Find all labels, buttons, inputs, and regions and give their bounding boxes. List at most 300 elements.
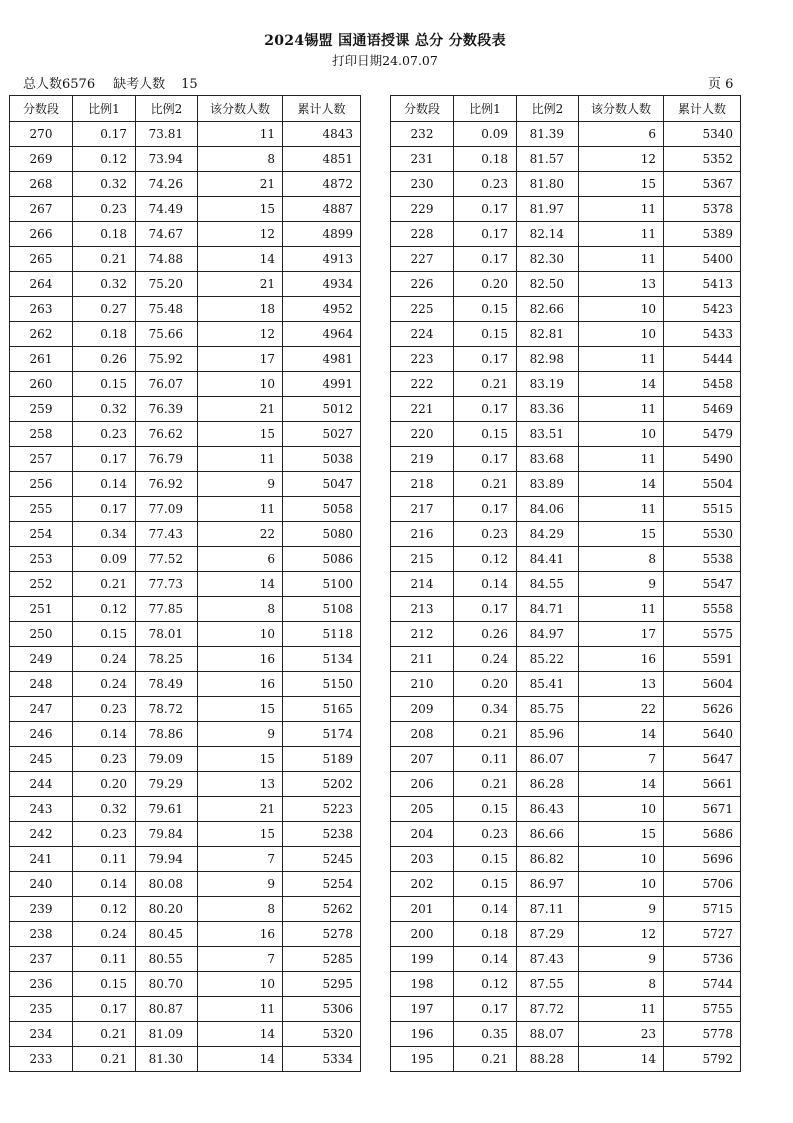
cell-ratio1: 0.17 (73, 997, 136, 1022)
cell-ratio2: 76.62 (136, 422, 198, 447)
cell-ratio1: 0.17 (73, 447, 136, 472)
cell-score: 220 (391, 422, 454, 447)
cell-ratio1: 0.21 (73, 1047, 136, 1072)
header-ratio2: 比例2 (136, 96, 198, 122)
cell-ratio1: 0.23 (73, 697, 136, 722)
cell-ratio2: 75.20 (136, 272, 198, 297)
cell-ratio1: 0.12 (454, 547, 517, 572)
cell-ratio2: 80.87 (136, 997, 198, 1022)
table-row (391, 547, 741, 572)
cell-ratio2: 75.92 (136, 347, 198, 372)
cell-count: 9 (579, 947, 664, 972)
cell-count: 21 (198, 272, 283, 297)
cell-ratio1: 0.11 (454, 747, 517, 772)
cell-score: 226 (391, 272, 454, 297)
cell-ratio1: 0.15 (73, 972, 136, 997)
cell-ratio2: 75.66 (136, 322, 198, 347)
cell-score: 267 (10, 197, 73, 222)
cell-score: 208 (391, 722, 454, 747)
cell-score: 227 (391, 247, 454, 272)
table-row (391, 1022, 741, 1047)
cell-count: 11 (579, 347, 664, 372)
cell-score: 256 (10, 472, 73, 497)
cell-count: 21 (198, 797, 283, 822)
table-row (10, 947, 361, 972)
table-row (391, 122, 741, 147)
cell-cumulative: 5134 (283, 647, 361, 672)
cell-ratio1: 0.20 (454, 272, 517, 297)
cell-ratio2: 79.29 (136, 772, 198, 797)
cell-count: 16 (198, 922, 283, 947)
cell-ratio2: 82.81 (517, 322, 579, 347)
cell-count: 11 (198, 997, 283, 1022)
cell-score: 253 (10, 547, 73, 572)
table-row (10, 1022, 361, 1047)
table-row (391, 497, 741, 522)
cell-cumulative: 5792 (664, 1047, 741, 1072)
cell-ratio1: 0.12 (73, 597, 136, 622)
cell-ratio1: 0.20 (454, 672, 517, 697)
cell-score: 264 (10, 272, 73, 297)
cell-ratio1: 0.32 (73, 797, 136, 822)
cell-cumulative: 5285 (283, 947, 361, 972)
cell-cumulative: 5047 (283, 472, 361, 497)
table-row (10, 322, 361, 347)
cell-count: 10 (198, 372, 283, 397)
cell-cumulative: 5706 (664, 872, 741, 897)
cell-ratio2: 82.66 (517, 297, 579, 322)
cell-cumulative: 5591 (664, 647, 741, 672)
table-row (391, 397, 741, 422)
cell-score: 245 (10, 747, 73, 772)
table-row (391, 697, 741, 722)
table-row (10, 572, 361, 597)
cell-count: 15 (198, 422, 283, 447)
cell-score: 212 (391, 622, 454, 647)
cell-count: 10 (579, 422, 664, 447)
cell-cumulative: 4887 (283, 197, 361, 222)
cell-cumulative: 5320 (283, 1022, 361, 1047)
cell-count: 6 (198, 547, 283, 572)
cell-count: 8 (198, 147, 283, 172)
table-row (391, 372, 741, 397)
cell-cumulative: 5352 (664, 147, 741, 172)
table-row (10, 297, 361, 322)
cell-ratio2: 74.26 (136, 172, 198, 197)
cell-ratio1: 0.24 (73, 647, 136, 672)
cell-ratio2: 87.29 (517, 922, 579, 947)
cell-ratio1: 0.17 (73, 497, 136, 522)
cell-count: 14 (579, 772, 664, 797)
table-row (10, 672, 361, 697)
table-row (391, 572, 741, 597)
cell-count: 11 (198, 447, 283, 472)
cell-ratio1: 0.17 (454, 597, 517, 622)
header-count: 该分数人数 (579, 96, 664, 122)
cell-cumulative: 4981 (283, 347, 361, 372)
cell-ratio1: 0.17 (454, 447, 517, 472)
cell-ratio2: 77.73 (136, 572, 198, 597)
cell-ratio2: 82.14 (517, 222, 579, 247)
cell-count: 11 (579, 197, 664, 222)
cell-ratio1: 0.24 (73, 922, 136, 947)
cell-cumulative: 5174 (283, 722, 361, 747)
table-row (391, 897, 741, 922)
cell-score: 254 (10, 522, 73, 547)
cell-score: 222 (391, 372, 454, 397)
cell-cumulative: 5295 (283, 972, 361, 997)
cell-count: 13 (579, 672, 664, 697)
header-count: 该分数人数 (198, 96, 283, 122)
cell-count: 12 (198, 222, 283, 247)
cell-score: 266 (10, 222, 73, 247)
cell-ratio2: 87.11 (517, 897, 579, 922)
cell-ratio1: 0.15 (454, 297, 517, 322)
cell-cumulative: 5469 (664, 397, 741, 422)
table-row (391, 772, 741, 797)
table-row (391, 622, 741, 647)
cell-count: 15 (579, 172, 664, 197)
cell-ratio2: 78.25 (136, 647, 198, 672)
cell-score: 221 (391, 397, 454, 422)
cell-cumulative: 5686 (664, 822, 741, 847)
cell-ratio2: 77.43 (136, 522, 198, 547)
cell-ratio1: 0.21 (73, 1022, 136, 1047)
cell-ratio1: 0.23 (73, 197, 136, 222)
table-row (10, 247, 361, 272)
cell-count: 8 (579, 972, 664, 997)
cell-score: 216 (391, 522, 454, 547)
cell-ratio2: 84.41 (517, 547, 579, 572)
cell-ratio1: 0.21 (73, 247, 136, 272)
cell-count: 9 (198, 472, 283, 497)
absent-count: 15 (181, 77, 198, 92)
cell-score: 199 (391, 947, 454, 972)
cell-count: 8 (579, 547, 664, 572)
cell-score: 262 (10, 322, 73, 347)
cell-cumulative: 5165 (283, 697, 361, 722)
cell-count: 15 (198, 747, 283, 772)
cell-ratio1: 0.21 (454, 472, 517, 497)
cell-count: 14 (579, 1047, 664, 1072)
cell-cumulative: 5736 (664, 947, 741, 972)
cell-count: 15 (198, 197, 283, 222)
cell-ratio2: 81.30 (136, 1047, 198, 1072)
table-row (391, 947, 741, 972)
cell-ratio2: 82.30 (517, 247, 579, 272)
cell-count: 16 (579, 647, 664, 672)
cell-count: 10 (579, 322, 664, 347)
cell-score: 223 (391, 347, 454, 372)
cell-count: 6 (579, 122, 664, 147)
table-row (391, 147, 741, 172)
cell-ratio1: 0.34 (73, 522, 136, 547)
cell-ratio2: 87.55 (517, 972, 579, 997)
cell-ratio1: 0.17 (454, 397, 517, 422)
cell-count: 11 (579, 447, 664, 472)
cell-score: 270 (10, 122, 73, 147)
cell-ratio2: 76.07 (136, 372, 198, 397)
cell-cumulative: 4899 (283, 222, 361, 247)
cell-count: 10 (198, 972, 283, 997)
cell-count: 11 (198, 122, 283, 147)
cell-score: 236 (10, 972, 73, 997)
cell-cumulative: 5433 (664, 322, 741, 347)
cell-cumulative: 5058 (283, 497, 361, 522)
cell-ratio1: 0.09 (454, 122, 517, 147)
cell-ratio1: 0.34 (454, 697, 517, 722)
cell-ratio1: 0.32 (73, 172, 136, 197)
cell-cumulative: 5671 (664, 797, 741, 822)
cell-ratio1: 0.17 (454, 997, 517, 1022)
header-score: 分数段 (391, 96, 454, 122)
cell-ratio1: 0.17 (73, 122, 136, 147)
cell-count: 13 (198, 772, 283, 797)
cell-cumulative: 5547 (664, 572, 741, 597)
table-row (10, 747, 361, 772)
cell-cumulative: 5334 (283, 1047, 361, 1072)
cell-count: 11 (579, 497, 664, 522)
cell-score: 237 (10, 947, 73, 972)
cell-count: 10 (198, 622, 283, 647)
cell-ratio1: 0.11 (73, 947, 136, 972)
cell-ratio2: 85.22 (517, 647, 579, 672)
cell-ratio1: 0.15 (73, 372, 136, 397)
absent-label: 缺考人数 (113, 77, 166, 92)
cell-cumulative: 5661 (664, 772, 741, 797)
cell-ratio2: 80.55 (136, 947, 198, 972)
cell-score: 224 (391, 322, 454, 347)
cell-ratio2: 83.68 (517, 447, 579, 472)
cell-count: 15 (579, 522, 664, 547)
cell-score: 198 (391, 972, 454, 997)
cell-score: 207 (391, 747, 454, 772)
cell-score: 213 (391, 597, 454, 622)
header-cumulative: 累计人数 (664, 96, 741, 122)
cell-cumulative: 5423 (664, 297, 741, 322)
cell-count: 21 (198, 397, 283, 422)
cell-cumulative: 5413 (664, 272, 741, 297)
cell-score: 209 (391, 697, 454, 722)
cell-count: 11 (579, 222, 664, 247)
cell-ratio2: 87.72 (517, 997, 579, 1022)
cell-cumulative: 5118 (283, 622, 361, 647)
table-row (391, 822, 741, 847)
table-row (10, 147, 361, 172)
table-row (391, 872, 741, 897)
cell-score: 248 (10, 672, 73, 697)
cell-cumulative: 5254 (283, 872, 361, 897)
cell-count: 10 (579, 797, 664, 822)
cell-ratio2: 77.85 (136, 597, 198, 622)
cell-cumulative: 5458 (664, 372, 741, 397)
table-row (391, 722, 741, 747)
cell-score: 225 (391, 297, 454, 322)
cell-ratio2: 85.75 (517, 697, 579, 722)
cell-ratio2: 86.82 (517, 847, 579, 872)
cell-score: 259 (10, 397, 73, 422)
cell-ratio1: 0.20 (73, 772, 136, 797)
table-row (10, 972, 361, 997)
cell-ratio2: 86.97 (517, 872, 579, 897)
cell-score: 232 (391, 122, 454, 147)
score-table-right (390, 95, 741, 1072)
cell-ratio2: 83.36 (517, 397, 579, 422)
cell-cumulative: 5202 (283, 772, 361, 797)
cell-score: 268 (10, 172, 73, 197)
cell-cumulative: 5100 (283, 572, 361, 597)
cell-ratio2: 76.92 (136, 472, 198, 497)
cell-score: 229 (391, 197, 454, 222)
header-score: 分数段 (10, 96, 73, 122)
cell-count: 16 (198, 647, 283, 672)
table-row (10, 222, 361, 247)
cell-score: 252 (10, 572, 73, 597)
cell-count: 11 (579, 247, 664, 272)
cell-count: 23 (579, 1022, 664, 1047)
cell-cumulative: 5223 (283, 797, 361, 822)
table-row (10, 697, 361, 722)
table-row (391, 847, 741, 872)
page-number: 页 6 (708, 77, 734, 92)
cell-ratio1: 0.21 (454, 772, 517, 797)
table-header-row (10, 96, 361, 122)
table-row (391, 322, 741, 347)
cell-cumulative: 5778 (664, 1022, 741, 1047)
table-header-row (391, 96, 741, 122)
header-cumulative: 累计人数 (283, 96, 361, 122)
cell-ratio2: 79.84 (136, 822, 198, 847)
table-row (391, 297, 741, 322)
cell-cumulative: 5340 (664, 122, 741, 147)
table-row (10, 822, 361, 847)
cell-ratio2: 86.43 (517, 797, 579, 822)
cell-cumulative: 5108 (283, 597, 361, 622)
cell-ratio1: 0.26 (454, 622, 517, 647)
cell-cumulative: 5389 (664, 222, 741, 247)
table-row (391, 647, 741, 672)
cell-cumulative: 5238 (283, 822, 361, 847)
cell-ratio2: 77.52 (136, 547, 198, 572)
cell-ratio2: 78.86 (136, 722, 198, 747)
cell-count: 9 (198, 872, 283, 897)
cell-ratio1: 0.35 (454, 1022, 517, 1047)
cell-ratio1: 0.14 (454, 897, 517, 922)
cell-cumulative: 5027 (283, 422, 361, 447)
cell-ratio2: 79.94 (136, 847, 198, 872)
cell-score: 195 (391, 1047, 454, 1072)
cell-ratio1: 0.23 (73, 747, 136, 772)
cell-ratio1: 0.11 (73, 847, 136, 872)
cell-score: 260 (10, 372, 73, 397)
cell-cumulative: 4851 (283, 147, 361, 172)
cell-cumulative: 5367 (664, 172, 741, 197)
cell-ratio2: 84.97 (517, 622, 579, 647)
cell-ratio1: 0.17 (454, 222, 517, 247)
table-row (391, 447, 741, 472)
cell-score: 258 (10, 422, 73, 447)
table-row (10, 347, 361, 372)
cell-cumulative: 5479 (664, 422, 741, 447)
report-title: 2024锡盟 国通语授课 总分 分数段表 (264, 33, 506, 49)
cell-score: 228 (391, 222, 454, 247)
cell-score: 242 (10, 822, 73, 847)
cell-score: 206 (391, 772, 454, 797)
cell-score: 241 (10, 847, 73, 872)
cell-cumulative: 5575 (664, 622, 741, 647)
table-row (10, 522, 361, 547)
cell-ratio1: 0.15 (73, 622, 136, 647)
cell-cumulative: 5490 (664, 447, 741, 472)
cell-ratio1: 0.21 (454, 372, 517, 397)
cell-count: 12 (579, 922, 664, 947)
cell-cumulative: 5515 (664, 497, 741, 522)
cell-score: 230 (391, 172, 454, 197)
cell-score: 235 (10, 997, 73, 1022)
cell-ratio1: 0.18 (454, 922, 517, 947)
cell-ratio1: 0.21 (73, 572, 136, 597)
table-row (10, 447, 361, 472)
cell-ratio2: 86.28 (517, 772, 579, 797)
cell-count: 10 (579, 872, 664, 897)
cell-ratio1: 0.17 (454, 247, 517, 272)
cell-cumulative: 5400 (664, 247, 741, 272)
cell-ratio1: 0.32 (73, 272, 136, 297)
cell-ratio1: 0.17 (454, 197, 517, 222)
cell-score: 210 (391, 672, 454, 697)
cell-ratio2: 88.28 (517, 1047, 579, 1072)
cell-cumulative: 4934 (283, 272, 361, 297)
table-row (391, 422, 741, 447)
cell-score: 239 (10, 897, 73, 922)
cell-count: 11 (579, 597, 664, 622)
cell-ratio1: 0.23 (454, 522, 517, 547)
cell-cumulative: 5038 (283, 447, 361, 472)
cell-score: 200 (391, 922, 454, 947)
cell-score: 246 (10, 722, 73, 747)
cell-count: 7 (198, 847, 283, 872)
table-row (10, 272, 361, 297)
cell-count: 10 (579, 297, 664, 322)
cell-ratio1: 0.18 (73, 322, 136, 347)
cell-ratio2: 85.41 (517, 672, 579, 697)
cell-count: 22 (198, 522, 283, 547)
cell-score: 197 (391, 997, 454, 1022)
cell-ratio1: 0.15 (454, 422, 517, 447)
cell-ratio2: 83.51 (517, 422, 579, 447)
cell-cumulative: 5444 (664, 347, 741, 372)
cell-cumulative: 5647 (664, 747, 741, 772)
table-row (391, 522, 741, 547)
cell-cumulative: 5504 (664, 472, 741, 497)
table-row (10, 597, 361, 622)
summary-line (23, 73, 198, 92)
cell-ratio2: 83.19 (517, 372, 579, 397)
cell-score: 269 (10, 147, 73, 172)
cell-count: 15 (579, 822, 664, 847)
cell-ratio2: 80.08 (136, 872, 198, 897)
print-date: 打印日期24.07.07 (332, 53, 438, 68)
cell-count: 17 (198, 347, 283, 372)
cell-cumulative: 5727 (664, 922, 741, 947)
cell-count: 11 (198, 497, 283, 522)
table-row (10, 897, 361, 922)
table-row (391, 1047, 741, 1072)
cell-ratio1: 0.14 (73, 872, 136, 897)
cell-ratio1: 0.32 (73, 397, 136, 422)
table-row (10, 622, 361, 647)
cell-score: 249 (10, 647, 73, 672)
